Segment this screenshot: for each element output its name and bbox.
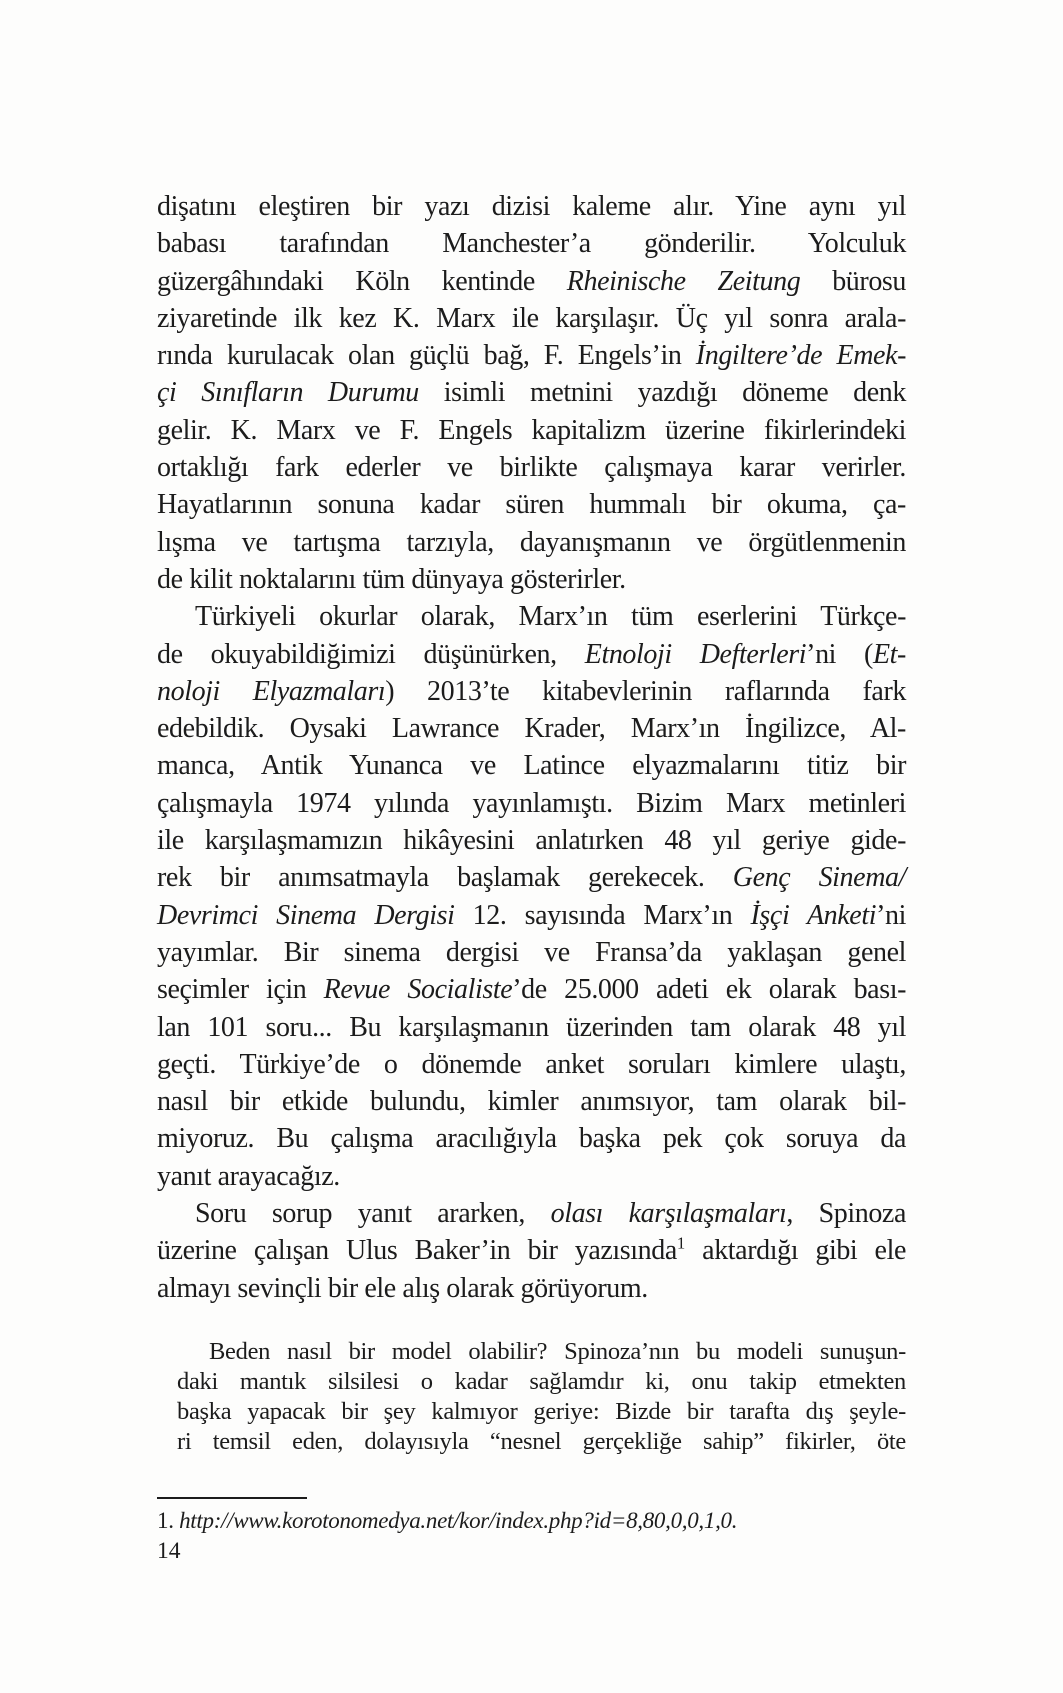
quote-paragraph [177,1337,906,1457]
text-run: lışma ve tartışma tarzıyla, dayanışmanın ve örgütlenmenin [157,526,906,558]
text-line [157,822,906,859]
text-run: ’ni [876,899,907,931]
text-line [157,710,906,747]
text-line [157,374,906,411]
text-line [157,1270,906,1307]
italic-text-run: çi Sınıfların Durumu [157,377,419,409]
italic-text-run: Genç Sinema/ [732,862,906,894]
text-line [157,598,906,635]
text-run: manca, Antik Yunanca ve Latince elyazmalarını titiz bir [157,750,906,782]
text-run: aktardığı gibi ele [684,1235,906,1267]
italic-text-run: Revue Socialiste [323,974,513,1006]
text-run: Hayatlarının sonuna kadar süren hummalı bir okuma, ça- [157,489,906,521]
text-line [157,486,906,523]
italic-text-run: İngiltere’de Emek- [695,340,906,372]
main-text [157,188,906,1307]
footnote [157,1506,906,1536]
text-line [157,188,906,225]
italic-text-run: Devrimci Sinema Dergisi [157,899,455,931]
text-run: yanıt arayacağız. [157,1160,340,1192]
text-run: geçti. Türkiye’de o dönemde anket soruları kimlere ulaştı, [157,1048,906,1080]
text-line [157,1195,906,1232]
paragraph [157,598,906,1195]
footnote-rule [157,1497,307,1499]
paragraph [157,188,906,598]
block-quote [177,1337,906,1457]
text-run: bürosu [800,265,907,297]
text-line [157,337,906,374]
text-run: daki mantık silsilesi o kadar sağlamdır ki, onu takip etmekten [177,1368,906,1395]
text-run: edebildik. Oysaki Lawrance Krader, Marx’ın İngilizce, Al- [157,713,906,745]
text-line [157,561,906,598]
text-run: çalışmayla 1974 yılında yayınlamıştı. Bizim Marx metinleri [157,787,906,819]
text-run: Soru sorup yanıt ararken, [195,1198,551,1230]
text-line [157,785,906,822]
italic-text-run: Etnoloji Defterleri [584,638,807,670]
text-line [157,449,906,486]
text-line [157,859,906,896]
text-run: güzergâhındaki Köln kentinde [157,265,567,297]
text-line [157,524,906,561]
text-run: dişatını eleştiren bir yazı dizisi kaleme alır. Yine aynı yıl [157,191,906,222]
text-line [157,1009,906,1046]
page-number: 14 [157,1538,181,1564]
text-run: almayı sevinçli bir ele alış olarak görüyorum. [157,1272,648,1304]
text-run: nasıl bir etkide bulundu, kimler anımsıyor, tam olarak bil- [157,1086,906,1118]
italic-text-run: Et- [872,638,906,670]
text-line [177,1427,906,1457]
text-run: Türkiyeli okurlar olarak, Marx’ın tüm eserlerini Türkçe- [195,601,906,633]
text-run: de kilit noktalarını tüm dünyaya gösterirler. [157,563,626,595]
text-line [157,897,906,934]
text-run: 12. sayısında Marx’ın [454,899,751,931]
text-run: rek bir anımsatmayla başlamak gerekecek. [157,862,733,894]
text-run: ’de 25.000 adeti ek olarak bası- [512,974,907,1006]
text-run: ziyaretinde ilk kez K. Marx ile karşılaşır. Üç yıl sonra arala- [157,302,906,334]
text-line [157,1046,906,1083]
text-line [157,636,906,673]
text-line [157,673,906,710]
italic-text-run: İşçi Anketi [750,899,877,931]
italic-text-run: olası karşılaşmaları [550,1198,787,1230]
text-line [157,747,906,784]
text-run: üzerine çalışan Ulus Baker’in bir yazısında [157,1235,677,1267]
text-run: miyoruz. Bu çalışma aracılığıyla başka pek çok soruya da [157,1123,906,1155]
text-line [157,934,906,971]
italic-text-run: Rheinische Zeitung [566,265,801,297]
text-line [177,1397,906,1427]
footnote-url: http://www.korotonomedya.net/kor/index.php?id=8,80,0,0,1,0. [179,1508,738,1533]
text-line [157,1120,906,1157]
italic-text-run: noloji Elyazmaları [157,675,386,707]
text-line [157,300,906,337]
text-run: yayımlar. Bir sinema dergisi ve Fransa’da yaklaşan genel [157,936,906,968]
text-line [157,1083,906,1120]
text-run: gelir. K. Marx ve F. Engels kapitalizm üzerine fikirlerindeki [157,414,906,446]
text-line [177,1337,906,1367]
text-run: ) 2013’te kitabevlerinin raflarında fark [385,675,906,707]
text-run: ortaklığı fark ederler ve birlikte çalışmaya karar verirler. [157,452,906,484]
text-run: ri temsil eden, dolayısıyla “nesnel gerçekliğe sahip” fikirler, öte [177,1428,906,1455]
text-run: seçimler için [157,974,324,1006]
text-run: babası tarafından Manchester’a gönderilir. Yolculuk [157,228,906,260]
text-line [157,225,906,262]
text-run: Beden nasıl bir model olabilir? Spinoza’nın bu modeli sunuşun- [209,1338,906,1365]
text-run: de okuyabildiğimizi düşünürken, [157,638,585,670]
footnote-number: 1. [157,1508,180,1533]
paragraph [157,1195,906,1307]
text-line [157,1232,906,1269]
text-line [177,1367,906,1397]
text-line [157,412,906,449]
text-line [157,263,906,300]
text-run: ’ni ( [806,638,873,670]
text-run: lan 101 soru... Bu karşılaşmanın üzerinden tam olarak 48 yıl [157,1011,906,1043]
text-run: rında kurulacak olan güçlü bağ, F. Engels’in [157,340,696,372]
text-line [157,971,906,1008]
footnote-reference: 1 [676,1233,685,1253]
text-line [157,1158,906,1195]
text-run: isimli metnini yazdığı döneme denk [418,377,906,409]
text-run: ile karşılaşmamızın hikâyesini anlatırken 48 yıl geriye gide- [157,825,906,857]
text-run: , Spinoza [786,1198,906,1230]
text-run: başka yapacak bir şey kalmıyor geriye: Bizde bir tarafta dış şeyle- [177,1398,906,1425]
